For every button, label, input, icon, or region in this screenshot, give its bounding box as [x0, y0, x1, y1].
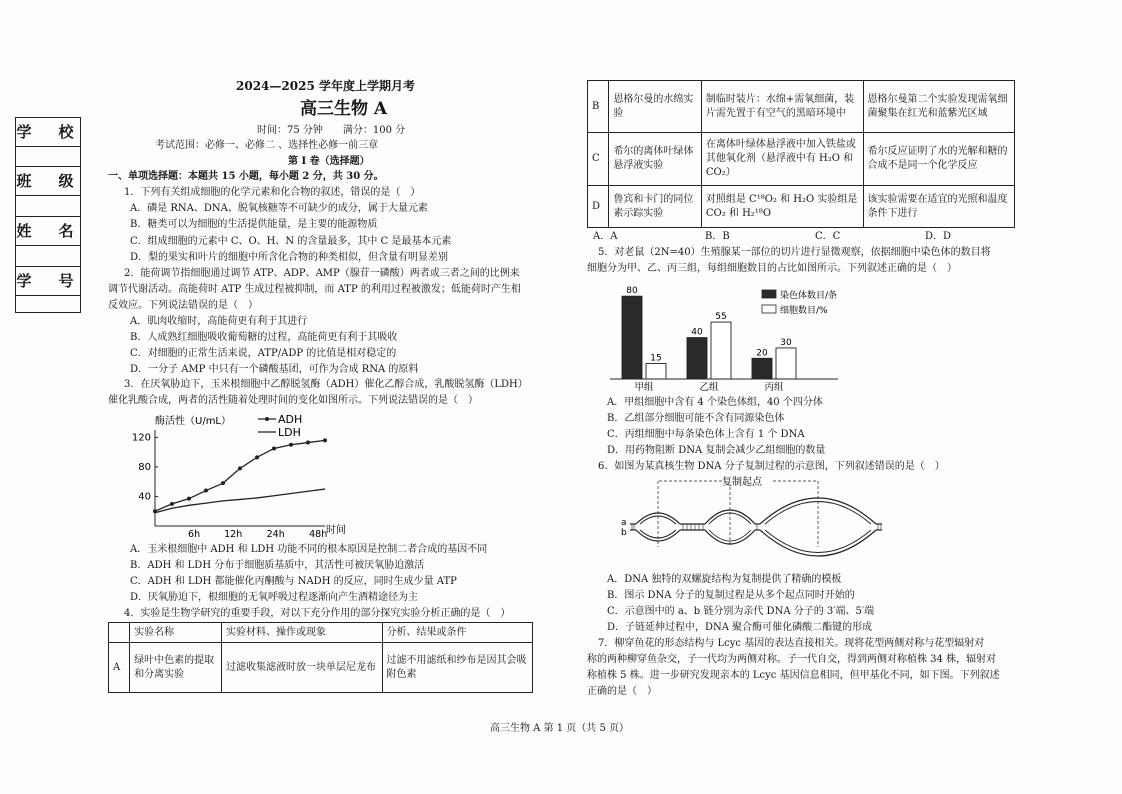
legend-cell-count: 细胞数目/%: [780, 306, 828, 316]
bar: [711, 322, 731, 379]
data-point-adh: [170, 502, 174, 506]
cell-group-bar-chart: [610, 278, 850, 396]
bar-value-label: 15: [650, 353, 662, 364]
q4-answer-c: C．C: [815, 231, 841, 242]
data-point-adh: [255, 455, 259, 459]
y-tick-label: 120: [131, 432, 151, 444]
th-blank: [109, 623, 130, 643]
th-material: 实验材料、操作或现象: [222, 623, 383, 643]
q7-stem-3: 称植株 5 株。进一步研究发现亲本的 Lcyc 基因信息相同，但甲基化不同，如下图。下列叙述: [587, 670, 1000, 681]
q4-table-part2: [587, 80, 1015, 228]
bar-legend: [762, 289, 837, 316]
q4-answer-b: B．B: [705, 231, 730, 242]
q1-option-b: B．糖类可以为细胞的生活提供能量，是主要的能源物质: [130, 219, 378, 230]
strand-b-label: b: [621, 528, 627, 538]
bar-value-label: 30: [780, 337, 792, 348]
row-a-name: 绿叶中色素的提取和分离实验: [130, 643, 222, 693]
page-title: 高三生物 A: [300, 99, 388, 119]
page-footer: 高三生物 A 第 1 页（共 5 页）: [490, 723, 630, 734]
class-label: 班 级: [16, 166, 80, 196]
q5-stem-2: 细胞分为甲、乙、丙三组，每组细胞数目的占比如图所示。下列叙述正确的是（ ）: [587, 263, 957, 274]
table-row: [588, 133, 1015, 186]
q3-option-c: C．ADH 和 LDH 都能催化丙酮酸与 NADH 的反应，同时生成少量 ATP: [130, 576, 457, 587]
data-point-adh: [221, 481, 225, 485]
legend-adh: ADH: [278, 413, 303, 426]
row-b-opt: B: [588, 81, 609, 133]
y-tick-label: 80: [138, 461, 151, 473]
q3-stem-2: 催化乳酸合成，两者的活性随着处理时间的变化如图所示。下列说法错误的是（ ）: [108, 395, 478, 406]
q1-option-c: C．组成细胞的元素中 C、O、H、N 的含量最多，其中 C 是最基本元素: [130, 236, 452, 247]
enzyme-activity-chart: [130, 410, 360, 540]
bar-value-label: 40: [691, 327, 703, 338]
row-d-opt: D: [588, 186, 609, 228]
chart-series: [153, 438, 327, 513]
student-id-label: 学 号: [16, 266, 80, 296]
row-c-analysis: 希尔反应证明了水的光解和糖的合成不是同一个化学反应: [863, 133, 1015, 186]
row-d-material: 对照组是 C¹⁸O₂ 和 H₂O 实验组是 CO₂ 和 H₂¹⁸O: [701, 186, 863, 228]
chart-ylabel: 酶活性（U/mL）: [155, 416, 232, 427]
row-a-opt: A: [109, 643, 130, 693]
part-title: 第 I 卷（选择题）: [288, 156, 370, 167]
q4-table-part1: [108, 622, 533, 693]
category-label: 丙组: [764, 382, 784, 393]
x-tick-label: 6h: [188, 529, 201, 540]
q4-answer-d: D．D: [925, 231, 952, 242]
row-a-material: 过滤收集滤液时放一块单层尼龙布: [222, 643, 383, 693]
bar-value-label: 80: [626, 286, 638, 297]
time-score: 时间：75 分钟 满分：100 分: [257, 125, 406, 136]
dna-strands: [630, 498, 882, 556]
row-d-name: 鲁宾和卡门的同位素示踪实验: [609, 186, 702, 228]
category-label: 甲组: [634, 382, 654, 393]
student-info-box: [15, 117, 81, 313]
q2-stem-2: 调节代谢活动。高能荷时 ATP 生成过程被抑制，而 ATP 的利用过程被激发；低能荷时产生相: [108, 284, 521, 295]
q1-option-d: D．梨的果实和叶片的细胞中所含化合物的种类相似，但含量有明显差别: [130, 252, 449, 263]
q6-option-c: C．示意图中的 a、b 链分别为亲代 DNA 分子的 3′端、5′端: [607, 606, 875, 617]
q2-option-b: B．人成熟红细胞吸收葡萄糖的过程，高能荷更有利于其吸收: [130, 332, 398, 343]
category-label: 乙组: [699, 382, 719, 393]
q2-stem-3: 反效应。下列说法错误的是（ ）: [108, 300, 258, 311]
q1-option-a: A．磷是 RNA、DNA、脱氧核糖等不可缺少的成分，属于大量元素: [130, 203, 428, 214]
q6-option-b: B．图示 DNA 分子的复制过程是从多个起点同时开始的: [607, 590, 855, 601]
bar: [687, 338, 707, 379]
name-label: 姓 名: [16, 216, 80, 246]
legend-ldh: LDH: [278, 426, 301, 439]
x-tick-label: 24h: [266, 529, 285, 540]
x-tick-label: 12h: [224, 529, 243, 540]
y-tick-label: 40: [138, 491, 151, 503]
q2-option-d: D．一分子 AMP 中只有一个磷酸基团，可作为合成 RNA 的原料: [130, 364, 419, 375]
chart-axes: [155, 430, 325, 526]
data-point-adh: [323, 438, 327, 442]
exam-year-title: 2024—2025 学年度上学期月考: [236, 79, 415, 93]
row-b-analysis: 恩格尔曼第二个实验发现需氧细菌聚集在红光和蓝紫光区域: [863, 81, 1015, 133]
bar: [646, 363, 666, 379]
q7-stem-2: 称的两种柳穿鱼杂交，子一代均为两侧对称。子一代自交，得到两侧对称植株 34 株，辐射对: [587, 654, 997, 665]
base-pairs: [632, 524, 881, 530]
q5-stem-1: 5．对老鼠（2N=40）生殖腺某一部位的切片进行显微观察，依据细胞中染色体的数目将: [598, 247, 991, 258]
q3-option-b: B．ADH 和 LDH 分布于细胞质基质中，其活性可被厌氧胁迫激活: [130, 560, 425, 571]
bar-value-label: 55: [715, 312, 727, 323]
chart-legend: [258, 413, 302, 439]
q2-option-c: C．对细胞的正常生活来说，ATP/ADP 的比值是相对稳定的: [130, 348, 397, 359]
q5-option-d: D．用药物阻断 DNA 复制会减少乙组细胞的数量: [607, 445, 826, 456]
row-c-material: 在离体叶绿体悬浮液中加入铁盐或其他氧化剂（悬浮液中有 H₂O 和 CO₂）: [701, 133, 863, 186]
q5-option-a: A．甲组细胞中含有 4 个染色体组，40 个四分体: [607, 397, 823, 408]
origin-label: 复制起点: [722, 477, 762, 488]
data-point-adh: [272, 446, 276, 450]
x-tick-label: 48h: [309, 529, 328, 540]
row-b-name: 恩格尔曼的水绵实验: [609, 81, 702, 133]
chart-ticks: [132, 432, 327, 540]
data-point-adh: [238, 466, 242, 470]
bar: [622, 296, 642, 379]
q5-option-b: B．乙组部分细胞可能不含有同源染色体: [607, 413, 785, 424]
q6-stem: 6．如图为某真核生物 DNA 分子复制过程的示意图，下列叙述错误的是（ ）: [598, 461, 945, 472]
bar: [752, 358, 772, 379]
q6-option-d: D．子链延伸过程中，DNA 聚合酶可催化磷酸二酯键的形成: [607, 622, 873, 633]
legend-chromosome: 染色体数目/条: [780, 291, 838, 301]
q7-stem-4: 正确的是（ ）: [587, 686, 657, 697]
th-name: 实验名称: [130, 623, 222, 643]
row-c-name: 希尔的离体叶绿体悬浮液实验: [609, 133, 702, 186]
series-line-adh: [155, 440, 325, 511]
q4-stem: 4．实验是生物学研究的重要手段，对以下充分作用的部分探究实验分析正确的是（ ）: [124, 608, 511, 619]
row-b-material: 制临时装片：水绵+需氧细菌，装片需先置于有空气的黑暗环境中: [701, 81, 863, 133]
q7-stem-1: 7．柳穿鱼花的形态结构与 Lcyc 基因的表达直接相关。现将花型两侧对称与花型辐射对: [598, 638, 985, 649]
q3-option-d: D．厌氧胁迫下，根细胞的无氧呼吸过程逐渐向产生酒精途径为主: [130, 592, 419, 603]
section-title: 一、单项选择题：本题共 15 小题，每小题 2 分，共 30 分。: [108, 171, 384, 182]
row-a-analysis: 过滤不用滤纸和纱布是因其会吸附色素: [382, 643, 532, 693]
data-point-adh: [289, 443, 293, 447]
school-label: 学 校: [16, 118, 80, 147]
q3-stem-1: 3．在厌氧胁迫下，玉米根细胞中乙醇脱氢酶（ADH）催化乙醇合成，乳酸脱氢酶（LDH）: [124, 379, 528, 390]
row-d-analysis: 该实验需要在适宜的光照和温度条件下进行: [863, 186, 1015, 228]
q6-option-a: A．DNA 独特的双螺旋结构为复制提供了精确的模板: [607, 574, 842, 585]
strand-a-label: a: [621, 518, 627, 528]
data-point-adh: [306, 441, 310, 445]
bar: [776, 348, 796, 379]
q2-option-a: A．肌肉收缩时，高能荷更有利于其进行: [130, 316, 308, 327]
bar-value-label: 20: [756, 348, 768, 359]
data-point-adh: [204, 489, 208, 493]
th-analysis: 分析、结果或条件: [382, 623, 532, 643]
q1-stem: 1．下列有关组成细胞的化学元素和化合物的叙述，错误的是（ ）: [124, 187, 421, 198]
q3-option-a: A．玉米根细胞中 ADH 和 LDH 功能不同的根本原因是控制二者合成的基因不同: [130, 544, 488, 555]
chart-xlabel: 时间: [326, 525, 346, 536]
dna-replication-diagram: [618, 474, 886, 568]
q5-option-c: C．丙组细胞中每条染色体上含有 1 个 DNA: [607, 429, 805, 440]
row-c-opt: C: [588, 133, 609, 186]
q4-answer-a: A．A: [593, 231, 618, 242]
table-row: [588, 81, 1015, 133]
exam-scope: 考试范围：必修一、必修二 、选择性必修一前三章: [155, 140, 379, 151]
data-point-adh: [187, 497, 191, 501]
table-row: [109, 643, 533, 693]
table-row: [588, 186, 1015, 228]
q2-stem-1: 2．能荷调节指细胞通过调节 ATP、ADP、AMP（腺苷一磷酸）两者或三者之间的比例来: [124, 268, 520, 279]
